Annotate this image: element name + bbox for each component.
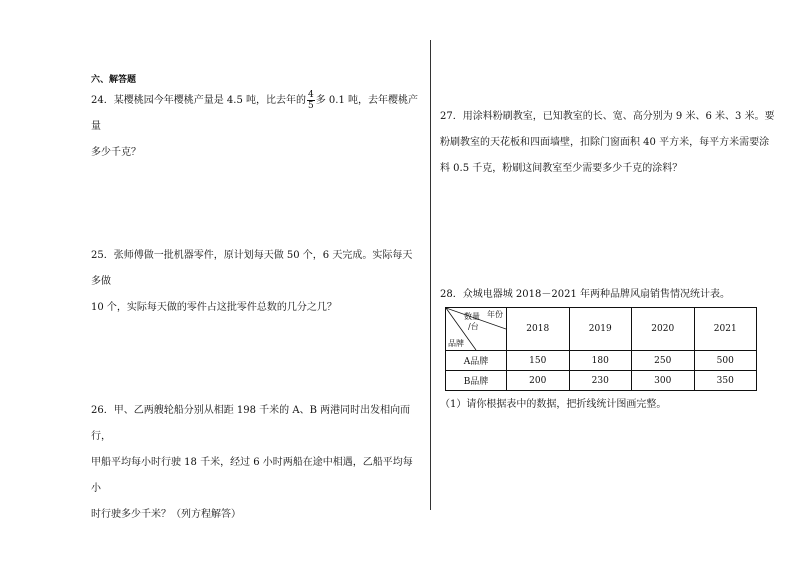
question-27 <box>440 104 775 182</box>
table-cell: 300 <box>632 371 695 391</box>
question-25-line-1: 25．张师傅做一批机器零件，原计划每天做 50 个，6 天完成。实际每天多做 <box>91 250 413 287</box>
table-row <box>446 351 757 371</box>
question-24-text-b: 多 0.1 吨，去年樱桃产量 <box>91 95 418 132</box>
brand-label: A品牌 <box>446 351 507 371</box>
question-27-line-2: 粉刷教室的天花板和四面墙壁，扣除门窗面积 40 平方米，每平方米需要涂 <box>440 137 770 148</box>
question-28-intro: 28．众城电器城 2018－2021 年两种品牌风扇销售情况统计表。 <box>440 289 730 300</box>
question-24-text-a: 24．某樱桃园今年樱桃产量是 4.5 吨，比去年的 <box>91 95 306 106</box>
question-28 <box>440 282 775 308</box>
question-26 <box>91 398 421 528</box>
table-header-row <box>446 308 757 351</box>
column-divider <box>430 40 431 510</box>
question-25 <box>91 243 421 321</box>
year-header: 2018 <box>507 308 570 351</box>
table-cell: 200 <box>507 371 570 391</box>
table-cell: 250 <box>632 351 695 371</box>
table-cell: 180 <box>569 351 632 371</box>
question-28-subquestion-1 <box>440 392 775 418</box>
fraction-numerator: 4 <box>308 90 314 100</box>
corner-label-unit: /台 <box>468 322 479 331</box>
question-26-line-2: 甲船平均每小时行驶 18 千米，经过 6 小时两船在途中相遇，乙船平均每小 <box>91 457 413 494</box>
question-26-line-3: 时行驶多少千米？（列方程解答） <box>91 509 241 520</box>
year-header: 2021 <box>694 308 757 351</box>
fraction-four-fifths <box>307 90 315 111</box>
corner-label-year: 年份 <box>487 310 503 319</box>
question-24 <box>91 88 421 166</box>
question-24-line-2: 多少千克？ <box>91 147 141 158</box>
brand-label: B品牌 <box>446 371 507 391</box>
question-28-sub1-text: （1）请你根据表中的数据，把折线统计图画完整。 <box>440 399 667 410</box>
question-25-line-2: 10 个，实际每天做的零件占这批零件总数的几分之几？ <box>91 302 337 313</box>
table-row <box>446 371 757 391</box>
sales-stats-table <box>445 307 757 391</box>
question-27-line-1: 27．用涂料粉刷教室，已知教室的长、宽、高分别为 9 米、6 米、3 米。要 <box>440 111 775 122</box>
table-cell: 350 <box>694 371 757 391</box>
table-cell: 500 <box>694 351 757 371</box>
year-header: 2019 <box>569 308 632 351</box>
table-cell: 150 <box>507 351 570 371</box>
question-27-line-3: 料 0.5 千克，粉刷这间教室至少需要多少千克的涂料？ <box>440 163 683 174</box>
fraction-denominator: 5 <box>308 101 314 111</box>
corner-label-quantity: 数量 <box>464 312 480 321</box>
table-cell: 230 <box>569 371 632 391</box>
question-24-line-1 <box>91 88 421 140</box>
year-header: 2020 <box>632 308 695 351</box>
section-title: 六、解答题 <box>91 75 137 85</box>
table-corner-cell <box>446 308 507 351</box>
question-26-line-1: 26．甲、乙两艘轮船分别从相距 198 千米的 A、B 两港同时出发相向而行， <box>91 405 411 442</box>
corner-label-brand: 品牌 <box>448 339 464 348</box>
